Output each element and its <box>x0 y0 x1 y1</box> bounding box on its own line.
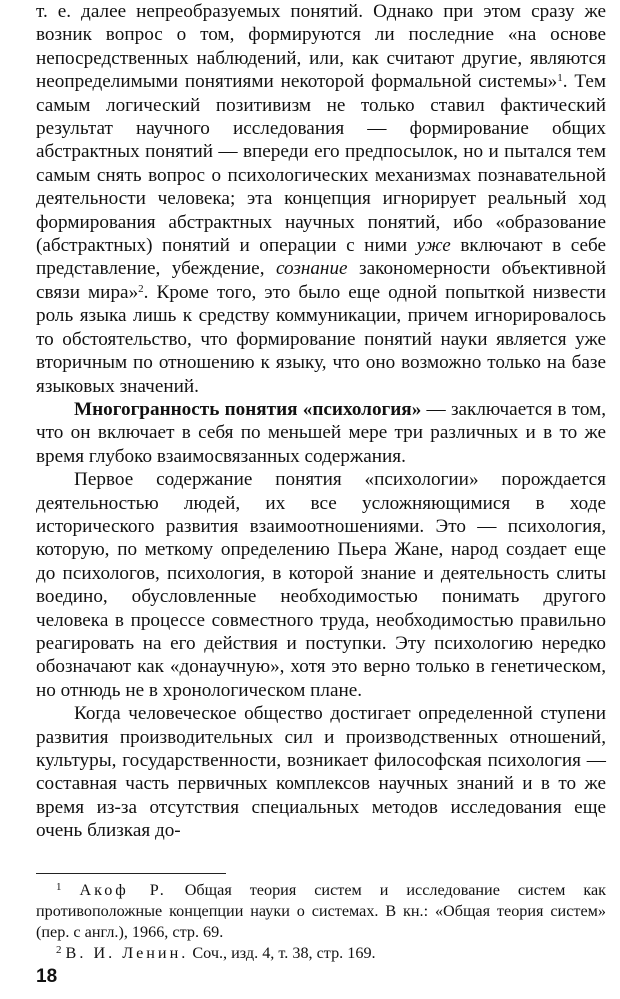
paragraph-1-text-e: . Кроме того, это было еще одной попыткой низвести роль языка лишь к средству коммуникации, причем игнорировалось то обстоятельство, что формирование понятий науки является уже вторичным по отношению к языку, что оно возможно только на базе языковых значений. <box>36 281 606 397</box>
footnote-2-mark: 2 <box>56 944 62 956</box>
section-heading-inline: Многогранность понятия «психология» <box>74 398 422 420</box>
page-number: 18 <box>36 966 58 987</box>
paragraph-1-text-c: включают в себе представление, убеждение, <box>36 235 606 280</box>
footnote-ref-2: 2 <box>138 282 144 295</box>
paragraph-1-text-a: т. е. далее непреобразуемых понятий. Однако при этом сразу же возник вопрос о том, формируются ли последние «на основе непосредственных наблюдений, или, как считают другие, являются неопределимыми понятиями некоторой формальной системы» <box>36 1 606 93</box>
footnotes <box>36 880 606 964</box>
footnote-ref-1: 1 <box>557 72 563 85</box>
footnote-2-text: Соч., изд. 4, т. 38, стр. 169. <box>188 944 376 962</box>
paragraph-1-text-d: закономерности объективной связи мира» <box>36 258 606 303</box>
emphasis-soznanie: сознание <box>275 258 348 280</box>
paragraph-1-text-b: . Тем самым логический позитивизм не только ставил фактический результат научного исследования — формирование общих абстрактных понятий — впереди его предпосылок, но и пытался тем самым снять вопрос о психологических механизмах познавательной деятельности человека; эта концепция игнорирует реальный ход формирования абстрактных научных понятий, ибо «образование (абстрактных) понятий и операции с ними <box>36 71 606 257</box>
paragraph-2-text: — заключается в том, что он включает в себя по меньшей мере три различных и в то же время глубоко взаимосвязанных содержания. <box>36 398 606 467</box>
footnote-divider <box>36 873 226 874</box>
paragraph-1 <box>36 0 606 398</box>
paragraph-2 <box>36 398 606 468</box>
footnote-1-mark: 1 <box>56 881 62 893</box>
footnote-1 <box>36 880 606 943</box>
paragraph-4: Когда человеческое общество достигает определенной ступени развития производительных сил и производственных отношений, культуры, государственности, возникает философская психология — составная часть первичных комплексов научных знаний и в то же время из-за отсутствия специальных методов исследования еще очень близкая до- <box>36 703 606 842</box>
main-text <box>36 0 606 843</box>
footnote-2 <box>36 943 606 964</box>
emphasis-uzhe: уже <box>416 235 451 257</box>
paragraph-3: Первое содержание понятия «психологии» порождается деятельностью людей, их все усложняющимися в ходе исторического развития взаимоотношениями. Это — психология, которую, по меткому определению Пьера Жане, народ создает еще до психологов, психология, в которой знание и деятельность слиты воедино, обусловленные необходимостью понимать другого человека в процессе совместного труда, необходимостью правильно реагировать на его действия и поступки. Эту психологию нередко обозначают как «донаучную», хотя это верно только в генетическом, но отнюдь не в хронологическом плане. <box>36 469 606 701</box>
footnote-1-text: Общая теория систем и исследование систем как противоположные концепции науки о системах. В кн.: «Общая теория систем» (пер. с англ.), 1966, стр. 69. <box>36 881 607 941</box>
footnote-2-author: В. И. Ленин. <box>65 944 189 962</box>
footnote-1-author: Акоф Р. <box>79 881 167 899</box>
